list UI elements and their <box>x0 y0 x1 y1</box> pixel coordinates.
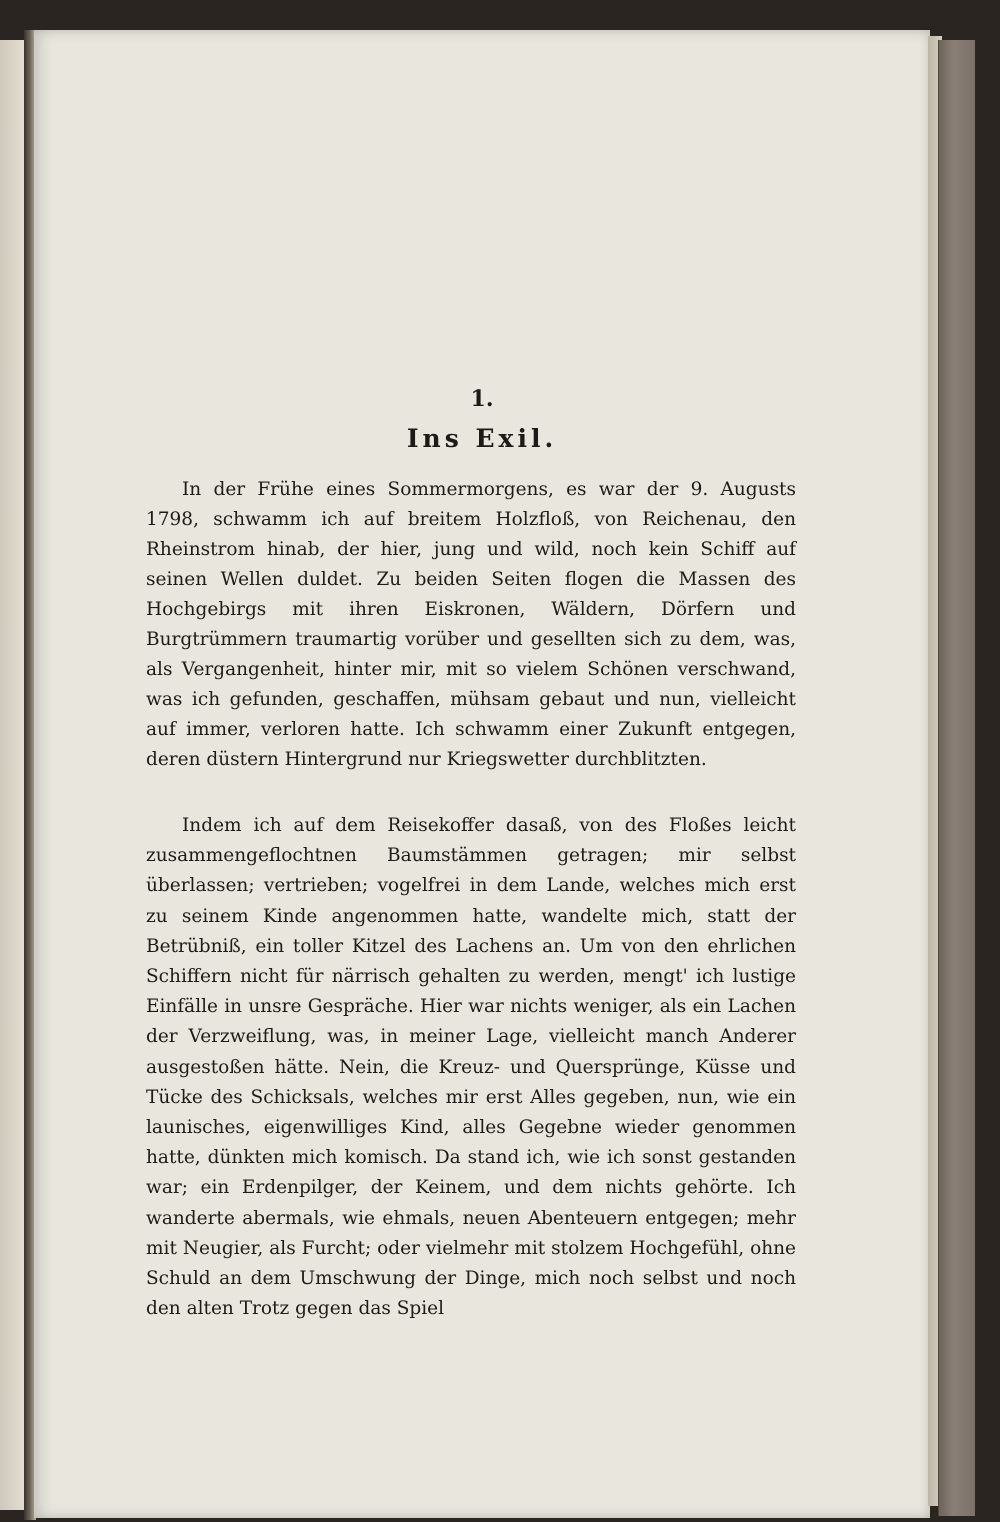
body-paragraph <box>146 475 796 775</box>
book-cover <box>938 40 975 1516</box>
left-page-edge <box>0 40 24 1510</box>
chapter-title: Ins Exil. <box>406 424 558 453</box>
book-page <box>34 30 930 1518</box>
chapter-number: 1. <box>470 386 494 412</box>
paragraph-text: Indem ich auf dem Reisekoffer dasaß, von des Floßes leicht zusammengeflochtnen Baumstämmen getragen; mir selbst überlassen; vertrieben; vogelfrei in dem Lande, welches mich erst zu seinem Kinde angenommen hatte, wandelte mich, statt der Betrübniß, ein toller Kitzel des Lachens an. Um von den ehrlichen Schiffern nicht für närrisch gehalten zu werden, mengt' ich lustige Einfälle in unsre Gespräche. Hier war nichts weniger, als ein Lachen der Verzweiflung, was, in meiner Lage, vielleicht manch Anderer ausgestoßen hätte. Nein, die Kreuz- und Quersprünge, Küsse und Tücke des Schicksals, welches mir erst Alles gegeben, nun, wie ein launisches, eigenwilliges Kind, alles Gegebne wieder genommen hatte, dünkten mich komisch. Da stand ich, wie ich sonst gestanden war; ein Erdenpilger, der Keinem, und dem nichts gehörte. Ich wanderte abermals, wie ehmals, neuen Abenteuern entgegen; mehr mit Neugier, als Furcht; oder vielmehr mit stolzem Hochgefühl, ohne Schuld an dem Umschwung der Dinge, mich noch selbst und noch den alten Trotz gegen das Spiel <box>146 815 796 1320</box>
paragraph-text: In der Frühe eines Sommermorgens, es war der 9. Augusts 1798, schwamm ich auf breitem Holzfloß, von Reichenau, den Rheinstrom hinab, der hier, jung und wild, noch kein Schiff auf seinen Wellen duldet. Zu beiden Seiten flogen die Massen des Hochgebirgs mit ihren Eiskronen, Wäldern, Dörfern und Burgtrümmern traumartig vorüber und gesellten sich zu dem, was, als Vergangenheit, hinter mir, mit so vielem Schönen verschwand, was ich gefunden, geschaffen, mühsam gebaut und nun, vielleicht auf immer, verloren hatte. Ich schwamm einer Zukunft entgegen, deren düstern Hintergrund nur Kriegswetter durchblitzten. <box>146 479 796 770</box>
body-paragraph <box>146 811 796 1324</box>
